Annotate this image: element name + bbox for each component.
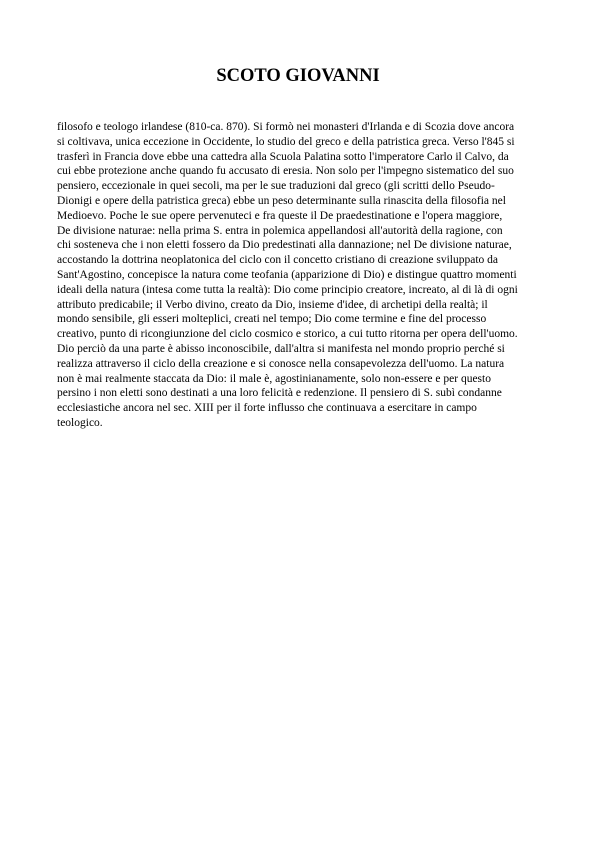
text-line: cui ebbe protezione anche quando fu accusato di eresia. Non solo per l'impegno sistematico del suo — [57, 165, 514, 178]
text-line: teologico. — [57, 416, 103, 429]
text-line: persino i non eletti sono destinati a una loro felicità e redenzione. Il pensiero di S. subì condanne — [57, 387, 502, 400]
text-line: Medioevo. Poche le sue opere pervenuteci e fra queste il De praedestinatione e l'opera maggiore, — [57, 209, 503, 222]
text-line: De divisione naturae: nella prima S. entra in polemica appellandosi all'autorità della ragione, con — [57, 224, 503, 237]
text-line: Dio perciò da una parte è abisso inconoscibile, dall'altra si manifesta nel mondo proprio perché si — [57, 342, 505, 355]
text-line: creativo, punto di ricongiunzione del ciclo cosmico e storico, a cui tutto ritorna per opera dell'uomo. — [57, 328, 518, 341]
page-title: SCOTO GIOVANNI — [216, 66, 380, 86]
text-line: filosofo e teologo irlandese (810-ca. 870). Si formò nei monasteri d'Irlanda e di Scozia dove ancora — [57, 121, 515, 133]
text-line: realizza attraverso il ciclo della creazione e si conosce nella consapevolezza dell'uomo. La natura — [57, 357, 505, 370]
text-line: non è mai realmente staccata da Dio: il male è, agostinianamente, solo non-essere e per questo — [57, 372, 491, 385]
text-line: si coltivava, unica eccezione in Occidente, lo studio del greco e della patristica greca. Verso l'845 si — [57, 135, 515, 148]
text-line: trasferì in Francia dove ebbe una cattedra alla Scuola Palatina sotto l'imperatore Carlo il Calvo, da — [57, 150, 509, 163]
body-text — [57, 120, 557, 431]
text-line: attributo predicabile; il Verbo divino, creato da Dio, insieme d'idee, di archetipi della realtà; il — [57, 298, 488, 311]
text-line: Sant'Agostino, concepisce la natura come teofania (apparizione di Dio) e distingue quattro momenti — [57, 268, 517, 281]
text-line: mondo sensibile, gli esseri molteplici, creati nel tempo; Dio come termine e fine del processo — [57, 313, 487, 326]
text-line: ecclesiastiche ancora nel sec. XIII per il forte influsso che continuava a esercitare in campo — [57, 402, 477, 415]
text-line: Dionigi e opere della patristica greca) ebbe un peso determinante sulla rinascita della filosofia nel — [57, 194, 506, 207]
text-line: ideali della natura (intesa come tutta la realtà): Dio come principio creatore, increato, al di là di ogni — [57, 283, 518, 296]
text-line: chi sosteneva che i non eletti fossero da Dio predestinati alla dannazione; nel De divisione naturae, — [57, 239, 512, 252]
text-line: accostando la dottrina neoplatonica del ciclo con il concetto cristiano di creazione sviluppato da — [57, 254, 498, 267]
text-line: pensiero, eccezionale in quei secoli, ma per le sue traduzioni dal greco (gli scritti dello Pseudo- — [57, 180, 495, 193]
